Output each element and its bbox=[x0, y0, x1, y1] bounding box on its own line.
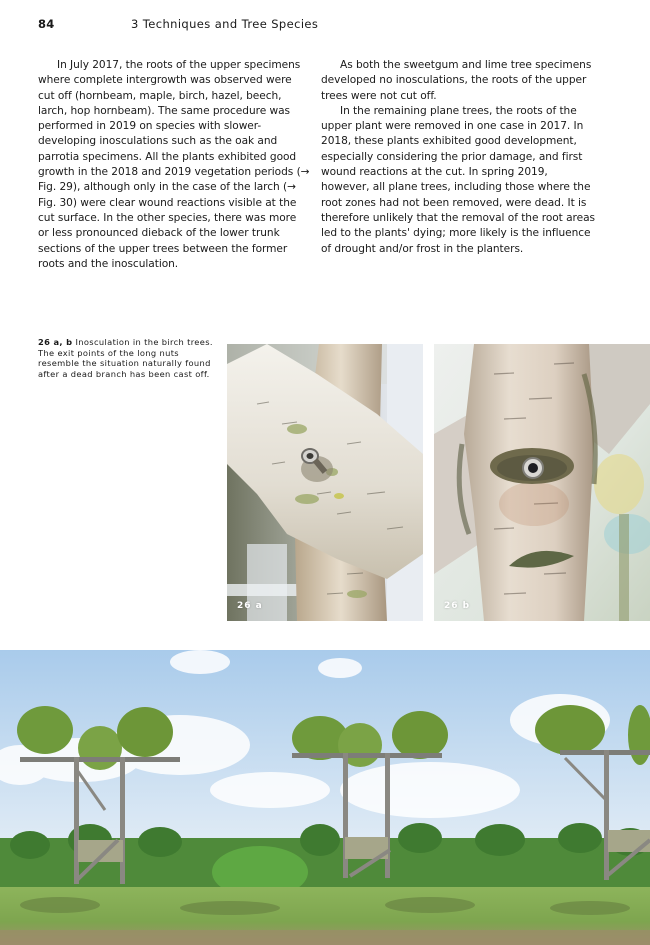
birch-trunk-image bbox=[434, 344, 650, 621]
photo-26b-birch-trunk bbox=[434, 344, 650, 621]
body-paragraph: In July 2017, the roots of the upper specimens where complete intergrowth was observed were cut off (hornbeam, maple, birch, hazel, beech, larch, hop hornbeam). The same procedure was performed in 2019 on species with slower-developing inosculations such as the oak and parrotia specimens. All the plants exhibited good growth in the 2018 and 2019 vegetation periods (→ Fig. 29), although only in the case of the larch (→ Fig. 30) were clear wound reactions visible at the cut surface. In the other species, there was more or less pronounced dieback of the lower trunk sections of the upper trees between the former roots and the inosculation. bbox=[38, 59, 310, 270]
birch-branch-image bbox=[227, 344, 423, 621]
body-paragraph: As both the sweetgum and lime tree specimens developed no inosculations, the roots of the upper trees were not cut off. bbox=[321, 59, 592, 102]
caption-text: Inosculation in the birch trees. The exit points of the long nuts resemble the situation naturally found after a dead branch has been cast off. bbox=[38, 337, 213, 379]
photo-label-26b: 26 b bbox=[444, 601, 471, 611]
page-number: 84 bbox=[38, 17, 55, 31]
photo-label-26a: 26 a bbox=[237, 601, 263, 611]
chapter-title: 3 Techniques and Tree Species bbox=[131, 17, 319, 31]
body-column-left bbox=[38, 58, 310, 272]
field-panorama-image bbox=[0, 650, 650, 945]
photo-tree-stands-field bbox=[0, 650, 650, 945]
figure-reference: 26 a, b bbox=[38, 337, 73, 347]
running-head bbox=[0, 17, 650, 33]
figure-caption bbox=[38, 337, 220, 379]
body-column-right bbox=[321, 58, 599, 257]
body-paragraph: In the remaining plane trees, the roots of the upper plant were removed in one case in 2017. In 2018, these plants exhibited good development, especially considering the prior damage, and first wound reactions at the cut. In spring 2019, however, all plane trees, including those where the root zones had not been removed, were dead. It is therefore unlikely that the removal of the root areas led to the plants' dying; more likely is the influence of drought and/or frost in the planters. bbox=[321, 104, 595, 255]
photo-26a-birch-inosculation bbox=[227, 344, 423, 621]
